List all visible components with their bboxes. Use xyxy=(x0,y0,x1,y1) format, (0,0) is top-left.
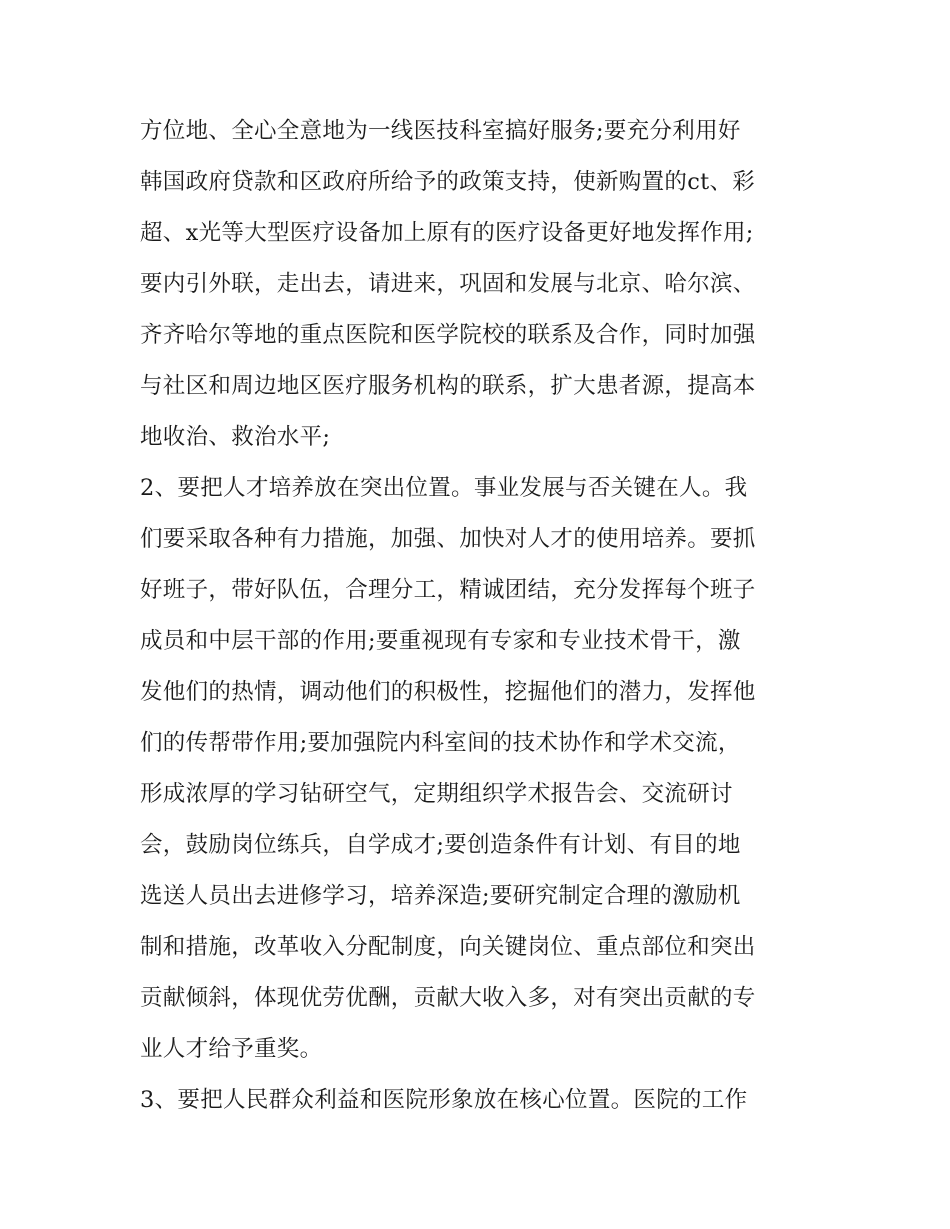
text-line-6: 与社区和周边地区医疗服务机构的联系，扩大患者源，提高本 xyxy=(140,373,756,399)
text-line-1: 方位地、全心全意地为一线医技科室搞好服务;要充分利用好 xyxy=(140,118,741,144)
text-line-9: 们要采取各种有力措施，加强、加快对人才的使用培养。要抓 xyxy=(140,526,756,552)
text-line-11: 成员和中层干部的作用;要重视现有专家和专业技术骨干，激 xyxy=(140,628,741,654)
text-line-20: 3、要把人民群众利益和医院形象放在核心位置。医院的工作 xyxy=(140,1087,748,1113)
text-line-3: 超、x光等大型医疗设备加上原有的医疗设备更好地发挥作用; xyxy=(140,220,754,246)
text-line-7: 地收治、救治水平; xyxy=(140,424,331,450)
text-line-12: 发他们的热情，调动他们的积极性，挖掘他们的潜力，发挥他 xyxy=(140,679,756,705)
body-text xyxy=(140,106,830,1126)
text-line-18: 贡献倾斜，体现优劳优酬，贡献大收入多，对有突出贡献的专 xyxy=(140,985,756,1011)
text-line-2: 韩国政府贷款和区政府所给予的政策支持，使新购置的ct、彩 xyxy=(140,169,756,195)
text-line-5: 齐齐哈尔等地的重点医院和医学院校的联系及合作，同时加强 xyxy=(140,322,756,348)
text-line-10: 好班子，带好队伍，合理分工，精诚团结，充分发挥每个班子 xyxy=(140,577,756,603)
text-line-16: 选送人员出去进修学习，培养深造;要研究制定合理的激励机 xyxy=(140,883,741,909)
text-line-8: 2、要把人才培养放在突出位置。事业发展与否关键在人。我 xyxy=(140,475,748,501)
text-line-13: 们的传帮带作用;要加强院内科室间的技术协作和学术交流， xyxy=(140,730,741,756)
text-line-14: 形成浓厚的学习钻研空气，定期组织学术报告会、交流研讨 xyxy=(140,781,733,807)
text-line-4: 要内引外联，走出去，请进来，巩固和发展与北京、哈尔滨、 xyxy=(140,271,756,297)
text-line-19: 业人才给予重奖。 xyxy=(140,1036,323,1062)
text-line-15: 会，鼓励岗位练兵，自学成才;要创造条件有计划、有目的地 xyxy=(140,832,741,858)
text-line-17: 制和措施，改革收入分配制度，向关键岗位、重点部位和突出 xyxy=(140,934,756,960)
